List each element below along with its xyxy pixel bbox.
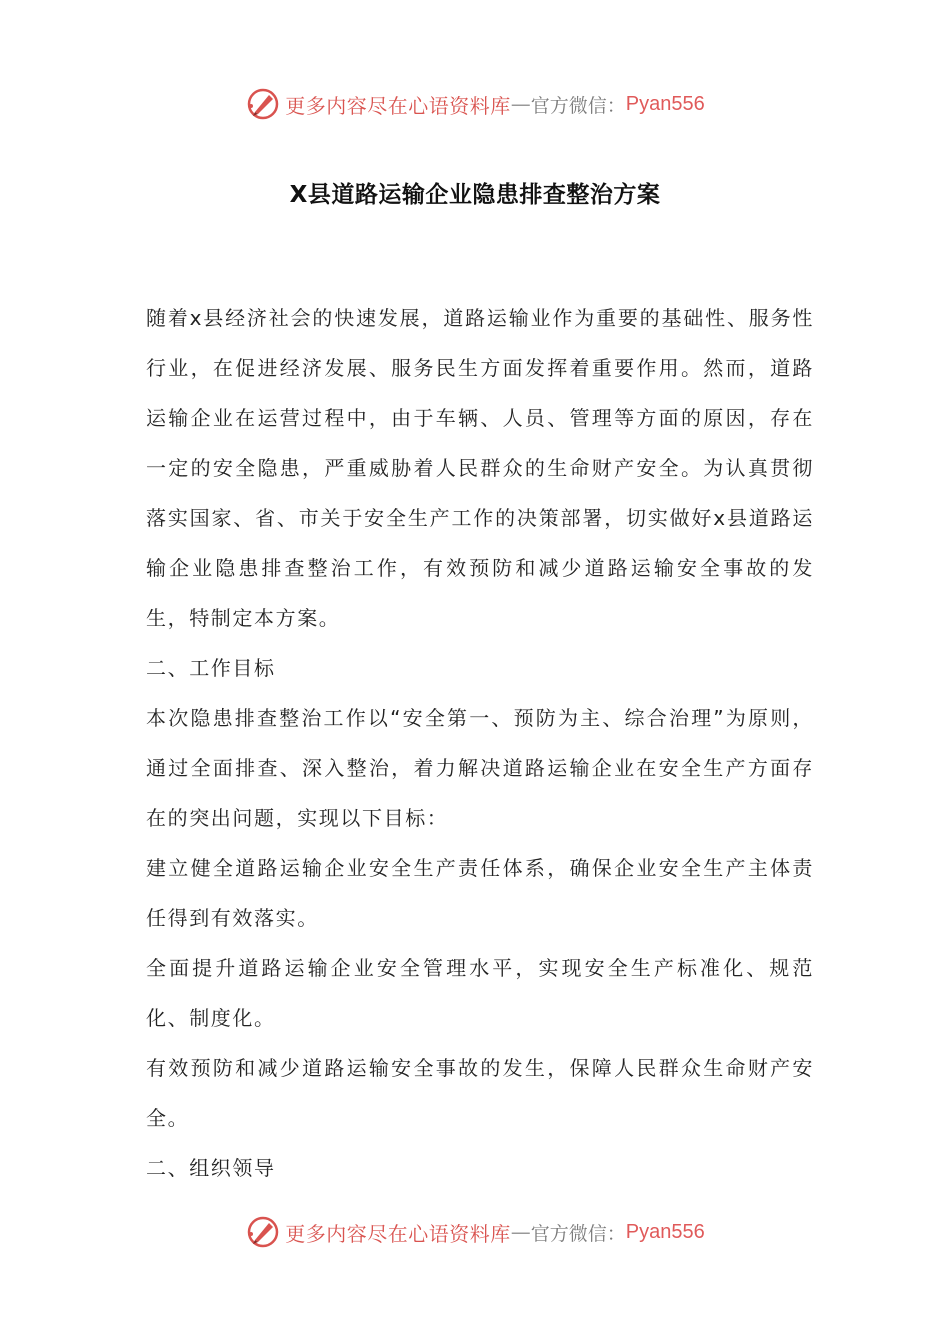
banner-text: 更多内容尽在心语资料库	[285, 1221, 511, 1246]
paragraph-goal-3: 有效预防和减少道路运输安全事故的发生，保障人民群众生命财产安全。	[146, 1056, 814, 1130]
pen-logo-icon	[245, 1214, 281, 1250]
paragraph-goal-2: 全面提升道路运输企业安全管理水平，实现安全生产标准化、规范化、制度化。	[146, 956, 814, 1030]
document-title: X县道路运输企业隐患排查整治方案	[289, 182, 661, 208]
header-banner	[0, 84, 950, 124]
paragraph-goal-1: 建立健全道路运输企业安全生产责任体系，确保企业安全生产主体责任得到有效落实。	[146, 856, 814, 930]
section-heading-goals: 二、工作目标	[146, 656, 276, 680]
banner-text: 更多内容尽在心语资料库	[285, 93, 511, 118]
footer-banner	[0, 1212, 950, 1252]
paragraph-goals-intro: 本次隐患排查整治工作以“安全第一、预防为主、综合治理”为原则，通过全面排查、深入整治，着力解决道路运输企业在安全生产方面存在的突出问题，实现以下目标：	[146, 706, 814, 830]
pen-logo-icon	[245, 86, 281, 122]
wechat-label: 官方微信：	[530, 1222, 626, 1245]
wechat-id: Pyan556	[625, 1220, 705, 1243]
banner-dash: —	[510, 1220, 531, 1244]
paragraph-intro: 随着x县经济社会的快速发展，道路运输业作为重要的基础性、服务性行业，在促进经济发展、服务民生方面发挥着重要作用。然而，道路运输企业在运营过程中，由于车辆、人员、管理等方面的原因，存在一定的安全隐患，严重威胁着人民群众的生命财产安全。为认真贯彻落实国家、省、市关于安全生产工作的决策部署，切实做好x县道路运输企业隐患排查整治工作，有效预防和减少道路运输安全事故的发生，特制定本方案。	[146, 306, 814, 630]
banner-dash: —	[510, 92, 531, 116]
document-body	[146, 293, 814, 1193]
wechat-id: Pyan556	[625, 92, 705, 115]
wechat-label: 官方微信：	[530, 94, 626, 117]
section-heading-leadership: 二、组织领导	[146, 1156, 276, 1180]
